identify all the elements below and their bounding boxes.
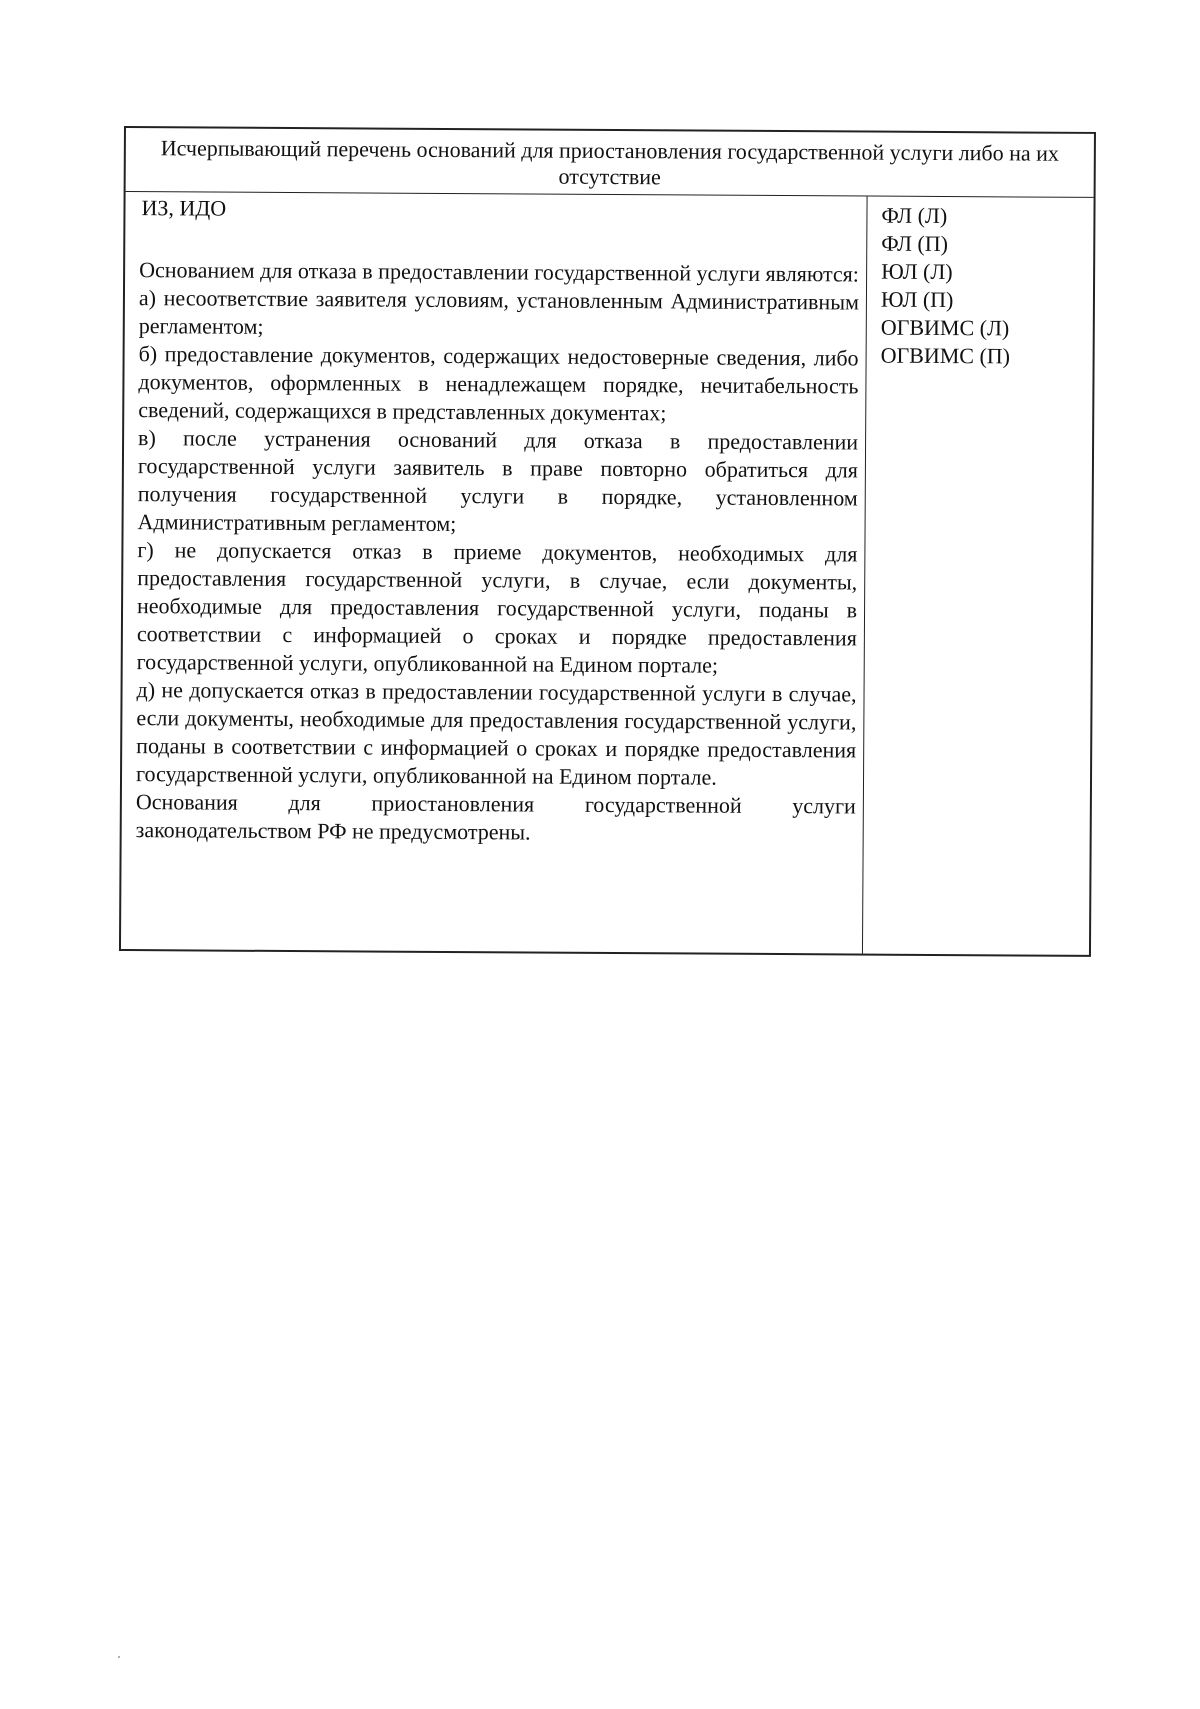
table-header: Исчерпывающий перечень оснований для приостановления государственной услуги либо на их отсутствие [126,128,1094,198]
applicant-item: ОГВИМС (П) [880,342,1011,369]
paragraph-b: б) предоставление документов, содержащих недостоверные сведения, либо документов, оформленных в ненадлежащем порядке, нечитабельность сведений, содержащихся в представленных документах; [138,341,859,426]
paragraph-intro: Основанием для отказа в предоставлении государственной услуги являются: [139,257,860,287]
grounds-text [136,256,860,848]
paragraph-a: а) несоответствие заявителя условиям, установленным Административным регламентом; [138,285,860,339]
paragraph-v: в) после устранения оснований для отказа в предоставлении государственной услуги заявитель в праве повторно обратиться для получения государственной услуги в порядке, установленном Административным регламентом; [137,425,859,537]
applicants-cell [863,197,1094,955]
grounds-cell [121,192,868,954]
applicant-item: ФЛ (П) [881,230,949,257]
applicant-item: ОГВИМС (Л) [880,314,1010,341]
applicant-item: ЮЛ (Л) [881,258,953,285]
applicant-item: ФЛ (Л) [881,202,948,229]
grounds-table [119,126,1096,957]
category-label: ИЗ, ИДО [141,195,227,221]
paragraph-d: д) не допускается отказ в предоставлении государственной услуги в случае, если документы, необходимые для предоставления государственной услуги, поданы в соответствии с информацией о сроках и порядке предоставления государственной услуги, опубликованной на Едином портале. [135,677,857,790]
paragraph-g: г) не допускается отказ в приеме документов, необходимых для предоставления государственной услуги, в случае, если документы, необходимые для предоставления государственной услуги, поданы в соответствии с информацией о сроках и порядке предоставления государственной услуги, опубликованной на Едином портале; [136,537,858,678]
table-body-row [121,192,1094,955]
paragraph-suspension: Основания для приостановления государственной услуги законодательством РФ не предусмотрены. [135,789,856,845]
applicant-item: ЮЛ (П) [880,286,954,313]
scan-artifact [118,1656,120,1658]
